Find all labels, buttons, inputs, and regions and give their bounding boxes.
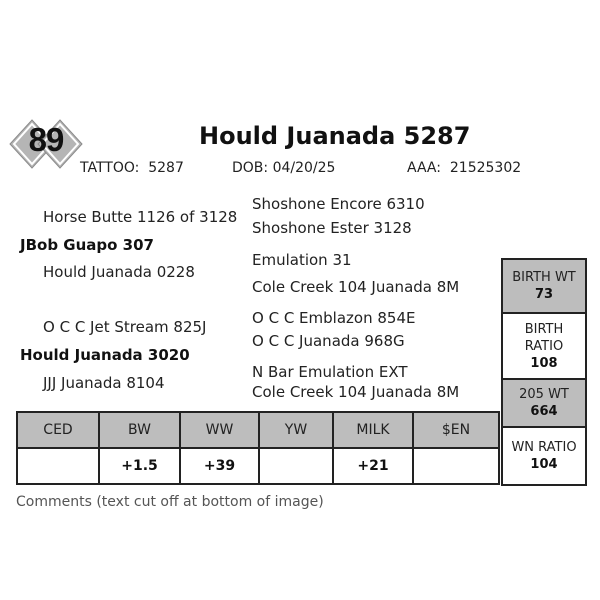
- comments-text: Comments (text cut off at bottom of image): [16, 494, 324, 510]
- epd-header-bw: BW: [99, 412, 180, 448]
- weaning-ratio-cell: [503, 428, 585, 484]
- birth-ratio-label-2: RATIO: [524, 338, 564, 354]
- pedigree-dds: N Bar Emulation EXT: [252, 363, 408, 381]
- dob-field: [232, 160, 335, 176]
- pedigree-sdd: Cole Creek 104 Juanada 8M: [252, 278, 460, 296]
- pedigree-sds: Emulation 31: [252, 251, 352, 269]
- epd-header-ced: CED: [17, 412, 99, 448]
- tattoo-value: 5287: [148, 160, 184, 176]
- dob-label: DOB:: [232, 160, 269, 176]
- pedigree-dsd: O C C Juanada 968G: [252, 332, 405, 350]
- pedigree-dss: O C C Emblazon 854E: [252, 309, 416, 327]
- tattoo-field: [80, 160, 184, 176]
- weaning-weight-cell: [503, 380, 585, 428]
- epd-value-row: [17, 448, 499, 484]
- epd-value-en: [413, 448, 499, 484]
- epd-value-yw: [259, 448, 333, 484]
- birth-weight-cell: [503, 260, 585, 314]
- aaa-label: AAA:: [407, 160, 441, 176]
- epd-table: [16, 411, 500, 485]
- birth-ratio-label-1: BIRTH: [524, 321, 564, 337]
- tattoo-label: TATTOO:: [80, 160, 140, 176]
- pedigree-sss: Shoshone Encore 6310: [252, 195, 425, 213]
- performance-box: [501, 258, 587, 486]
- birth-weight-value: 73: [534, 287, 554, 302]
- lot-number: 89: [28, 121, 64, 158]
- birth-weight-label: BIRTH WT: [512, 270, 576, 285]
- weaning-weight-value: 664: [530, 404, 558, 419]
- aaa-field: [407, 160, 521, 176]
- epd-header-ww: WW: [180, 412, 259, 448]
- weaning-ratio-value: 104: [530, 457, 558, 472]
- birth-ratio-value: 108: [530, 355, 558, 371]
- birth-ratio-cell: [503, 314, 585, 380]
- epd-value-ced: [17, 448, 99, 484]
- pedigree-sire: JBob Guapo 307: [20, 236, 154, 254]
- aaa-value: 21525302: [449, 160, 522, 176]
- lot-number-badge: [10, 118, 82, 170]
- epd-value-ww: +39: [180, 448, 259, 484]
- pedigree-dam: Hould Juanada 3020: [20, 346, 190, 364]
- comments-clipped: [16, 492, 586, 510]
- epd-header-row: [17, 412, 499, 448]
- pedigree-ddd: Cole Creek 104 Juanada 8M: [252, 383, 460, 401]
- pedigree-sire-sire: Horse Butte 1126 of 3128: [43, 208, 238, 226]
- epd-header-yw: YW: [259, 412, 333, 448]
- pedigree-sire-dam: Hould Juanada 0228: [43, 263, 195, 281]
- epd-value-bw: +1.5: [99, 448, 180, 484]
- weaning-ratio-label: WN RATIO: [511, 440, 577, 455]
- weaning-weight-label: 205 WT: [519, 387, 569, 402]
- epd-header-en: $EN: [413, 412, 499, 448]
- pedigree-dam-sire: O C C Jet Stream 825J: [43, 318, 207, 336]
- pedigree-dam-dam: JJJ Juanada 8104: [43, 374, 165, 392]
- dob-value: 04/20/25: [272, 160, 336, 176]
- pedigree-ssd: Shoshone Ester 3128: [252, 219, 412, 237]
- epd-header-milk: MILK: [333, 412, 413, 448]
- animal-name-title: Hould Juanada 5287: [199, 122, 471, 150]
- epd-value-milk: +21: [333, 448, 413, 484]
